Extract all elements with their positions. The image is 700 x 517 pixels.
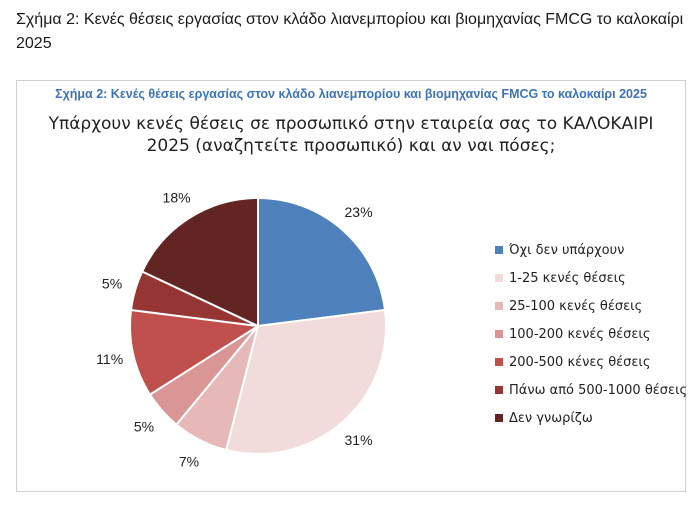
chart-legend <box>495 236 687 432</box>
legend-item <box>495 404 687 432</box>
legend-label: Πάνω από 500-1000 θέσεις <box>509 382 688 398</box>
legend-swatch <box>495 302 503 310</box>
legend-label: 25-100 κενές θέσεις <box>509 298 643 314</box>
legend-item <box>495 376 687 404</box>
slice-value-label: 5% <box>101 275 123 292</box>
legend-swatch <box>495 274 503 282</box>
legend-item <box>495 236 687 264</box>
legend-swatch <box>495 414 503 422</box>
legend-label: 200-500 κένες θέσεις <box>509 354 651 370</box>
figure-title: Σχήμα 2: Κενές θέσεις εργασίας στον κλάδο λιανεμπορίου και βιομηχανίας FMCG το καλοκαίρι 2025 <box>55 87 647 101</box>
slice-value-label: 23% <box>344 203 373 220</box>
legend-item <box>495 320 687 348</box>
legend-item <box>495 292 687 320</box>
legend-label: 1-25 κενές θέσεις <box>509 270 626 286</box>
legend-swatch <box>495 330 503 338</box>
slice-value-label: 5% <box>133 418 155 435</box>
legend-label: Όχι δεν υπάρχουν <box>509 242 625 258</box>
chart-title: Υπάρχουν κενές θέσεις σε προσωπικό στην εταιρεία σας το ΚΑΛΟΚΑΙΡΙ 2025 (αναζητείτε προσωπικό) και αν ναι πόσες; <box>48 114 654 156</box>
legend-item <box>495 348 687 376</box>
slice-value-label: 18% <box>162 189 191 206</box>
slice-value-label: 7% <box>178 453 200 470</box>
page-caption: Σχήμα 2: Κενές θέσεις εργασίας στον κλάδο λιανεμπορίου και βιομηχανίας FMCG το καλοκαίρι 2025 <box>16 11 684 52</box>
legend-label: Δεν γνωρίζω <box>509 410 593 426</box>
chart-figure <box>16 80 686 492</box>
legend-swatch <box>495 386 503 394</box>
legend-swatch <box>495 358 503 366</box>
slice-value-label: 31% <box>344 432 373 449</box>
legend-item <box>495 264 687 292</box>
legend-label: 100-200 κενές θέσεις <box>509 326 651 342</box>
slice-value-label: 11% <box>96 351 124 368</box>
legend-swatch <box>495 246 503 254</box>
